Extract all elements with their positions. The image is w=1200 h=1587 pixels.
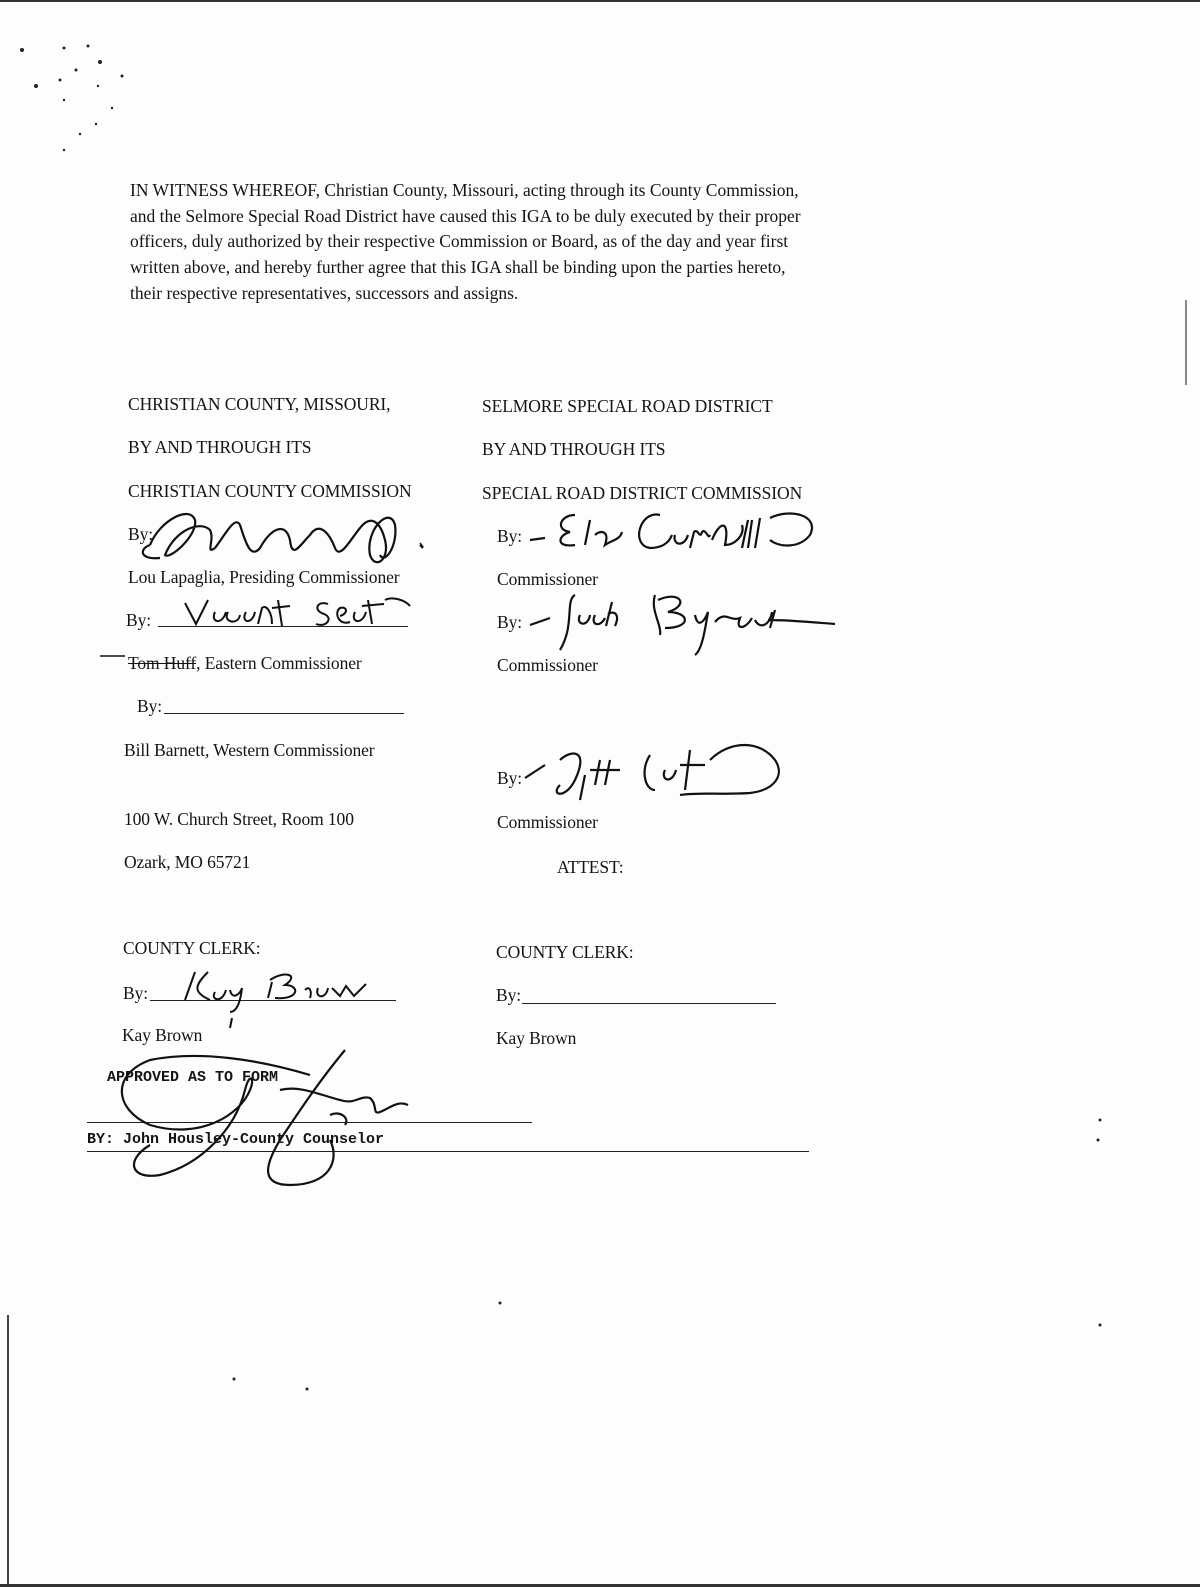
scan-right-mark [1185, 300, 1187, 385]
left-signer3: Bill Barnett, Western Commissioner [124, 740, 375, 760]
left-address1: 100 W. Church Street, Room 100 [124, 809, 354, 829]
left-by3-label: By: [137, 696, 162, 716]
right-clerk-heading: COUNTY CLERK: [496, 942, 634, 962]
right-clerk-line [522, 1003, 776, 1004]
left-party-line1: CHRISTIAN COUNTY, MISSOURI, [128, 394, 391, 414]
approval-upper-line [87, 1122, 532, 1123]
left-signer2 [128, 653, 362, 674]
left-party-line3: CHRISTIAN COUNTY COMMISSION [128, 481, 412, 501]
left-by2-line [158, 626, 408, 627]
left-by1-label: By: [128, 524, 153, 544]
right-by1-label: By: [497, 526, 522, 546]
signature-campbell [530, 513, 812, 548]
witness-paragraph: IN WITNESS WHEREOF, Christian County, Missouri, acting through its County Commission, and the Selmore Special Road District have caused this IGA to be duly executed by their proper officers, duly authorized by their respective Commission or Board, as of the day and year first written above, and hereby further agree that this IGA shall be binding upon the parties hereto, their respective representatives, successors and assigns. [130, 180, 801, 303]
signature-jeff [525, 745, 779, 800]
handwriting-vacant-seat [185, 598, 410, 626]
scan-artifact-mark [100, 543, 423, 656]
left-address2: Ozark, MO 65721 [124, 852, 251, 872]
left-clerk-by: By: [123, 983, 148, 1003]
signature-lapaglia [143, 514, 423, 562]
right-title1: Commissioner [497, 569, 598, 589]
scan-left-mark [7, 1315, 9, 1585]
right-by2-label: By: [497, 612, 522, 632]
right-by3-label: By: [497, 768, 522, 788]
approval-lower-line [87, 1151, 809, 1152]
left-by2-label: By: [126, 610, 151, 630]
left-clerk-name: Kay Brown [122, 1025, 203, 1045]
left-signer2-struck: Tom Huff [128, 653, 197, 673]
signature-bryant [530, 595, 835, 655]
right-clerk-by: By: [496, 985, 521, 1005]
right-attest: ATTEST: [557, 857, 624, 877]
left-clerk-heading: COUNTY CLERK: [123, 938, 261, 958]
left-party-line2: BY AND THROUGH ITS [128, 437, 312, 457]
right-party-line1: SELMORE SPECIAL ROAD DISTRICT [482, 396, 773, 416]
right-clerk-name: Kay Brown [496, 1028, 577, 1048]
right-party-line2: BY AND THROUGH ITS [482, 439, 666, 459]
approval-label: APPROVED AS TO FORM [107, 1069, 279, 1086]
scan-top-border [0, 0, 1200, 2]
left-signer1: Lou Lapaglia, Presiding Commissioner [128, 567, 400, 587]
left-clerk-line [150, 1000, 396, 1001]
approval-by-line: BY: John Housley-County Counselor [87, 1131, 385, 1148]
right-title3: Commissioner [497, 812, 598, 832]
right-party-line3: SPECIAL ROAD DISTRICT COMMISSION [482, 483, 803, 503]
left-by3-line [164, 713, 404, 714]
right-title2: Commissioner [497, 655, 598, 675]
left-signer2-rest: , Eastern Commissioner [196, 653, 362, 673]
